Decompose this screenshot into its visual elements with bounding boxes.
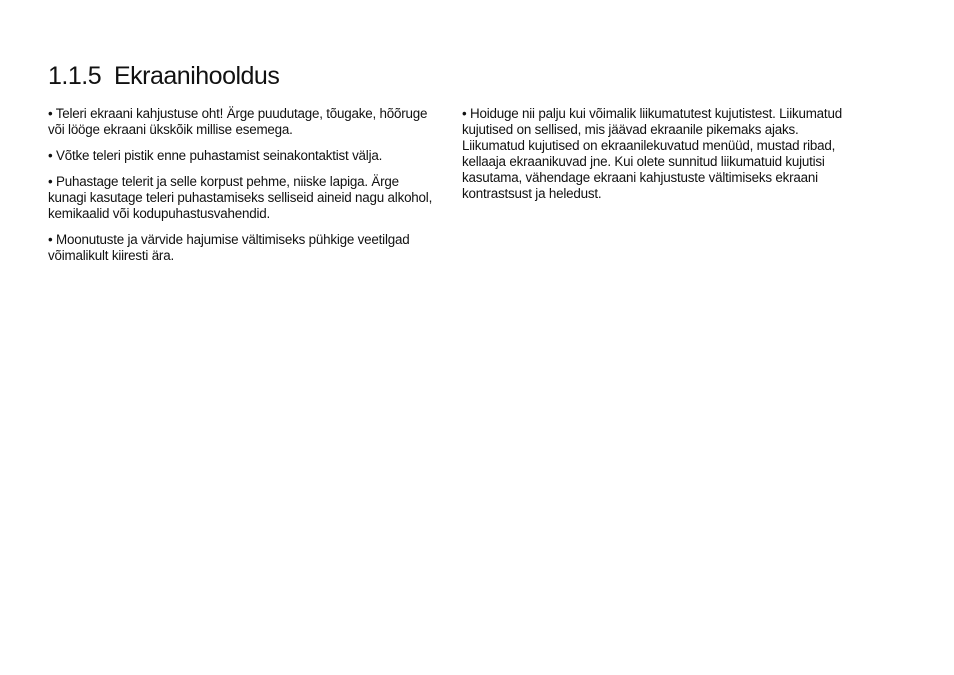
section-title: Ekraanihooldus bbox=[114, 62, 280, 90]
paragraph-still-images: • Hoiduge nii palju kui võimalik liikumatutest kujutistest. Liikumatud kujutised on sellised, mis jäävad ekraanile pikemaks ajaks. Liikumatud kujutised on ekraanilekuvatud menüüd, mustad ribad, kellaaja ekraanikuvad jne. Kui olete sunnitud liikumatuid kujutisi kasutama, vähendage ekraani kahjustuste vältimiseks ekraani kontrastsust ja heledust. bbox=[462, 106, 842, 201]
paragraph-cleaning: • Puhastage telerit ja selle korpust pehme, niiske lapiga. Ärge kunagi kasutage teleri puhastamiseks selliseid aineid nagu alkohol, kemikaalid või kodupuhastusvahendid. bbox=[48, 174, 433, 221]
paragraph-water-drops: • Moonutuste ja värvide hajumise vältimiseks pühkige veetilgad võimalikult kiiresti ära. bbox=[48, 232, 410, 263]
section-number: 1.1.5 bbox=[48, 62, 102, 90]
section-heading bbox=[48, 60, 279, 92]
left-column bbox=[48, 106, 438, 274]
paragraph-screen-damage-warning: • Teleri ekraani kahjustuse oht! Ärge puudutage, tõugake, hõõruge või lööge ekraani ükskõik millise esemega. bbox=[48, 106, 428, 137]
right-column bbox=[462, 106, 854, 212]
paragraph-unplug: • Võtke teleri pistik enne puhastamist seinakontaktist välja. bbox=[48, 148, 383, 163]
